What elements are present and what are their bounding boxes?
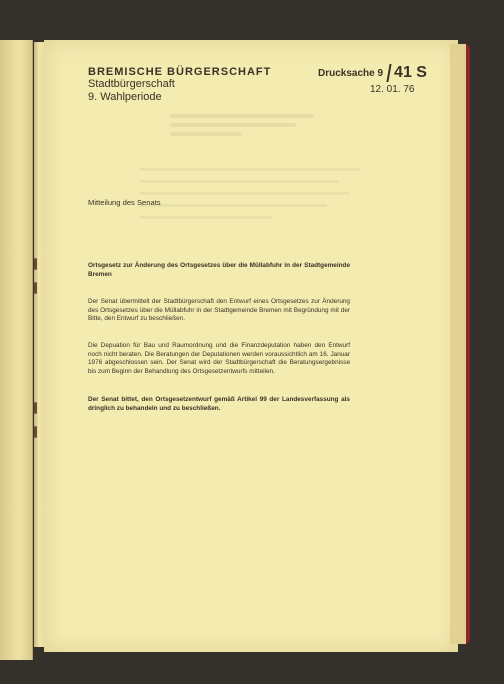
parliament-body: Stadtbürgerschaft: [88, 78, 175, 90]
binding-hole-mark: [34, 282, 37, 294]
drucksache-label: Drucksache 9: [318, 67, 384, 79]
binding-hole-mark: [34, 258, 37, 270]
organization-name: BREMISCHE BÜRGERSCHAFT: [88, 66, 272, 78]
binding-hole-mark: [34, 402, 37, 414]
drucksache-block: [318, 64, 428, 95]
legislative-period: 9. Wahlperiode: [88, 91, 162, 103]
drucksache-number: 41 S: [394, 64, 427, 81]
paragraph-request: Der Senat bittet, den Ortsgesetzentwurf gemäß Artikel 99 der Landesverfassung als dringlich zu behandeln und zu beschließen.: [88, 396, 350, 412]
document-date: 12. 01. 76: [370, 84, 415, 95]
paragraph-deputations: Die Depuation für Bau und Raumordnung und die Finanzdeputation haben den Entwurf noch nicht beraten. Die Beratungen der Deputationen werden voraussichtlich am 16. Januar 1976 abgeschlossen sein. Der Senat wird der Stadtbürgerschaft die Beratungsergebnisse bis zum Beginn der Behandlung des Ortsgesetzentwurfs mitteilen.: [88, 342, 350, 375]
slash-divider: [386, 64, 391, 82]
bleed-through-text: [170, 114, 350, 141]
document-subject: Ortsgesetz zur Änderung des Ortsgesetzes über die Müllabfuhr in der Stadtgemeinde Bremen: [88, 262, 350, 278]
binding-hole-mark: [34, 426, 37, 438]
paragraph-transmittal: Der Senat übermittelt der Stadtbürgerschaft den Entwurf eines Ortsgesetzes zur Änderung des Ortsgesetzes über die Müllabfuhr in der Stadtgemeinde Bremen mit Begründung mit der Bitte, den Entwurf zu beschließen.: [88, 298, 350, 323]
left-facing-page: [0, 40, 33, 660]
red-book-edge: [466, 46, 470, 642]
document-header: [88, 66, 271, 104]
bleed-through-text: [140, 168, 360, 228]
document-title: Mitteilung des Senats: [88, 198, 161, 207]
book-binding: [34, 42, 44, 647]
